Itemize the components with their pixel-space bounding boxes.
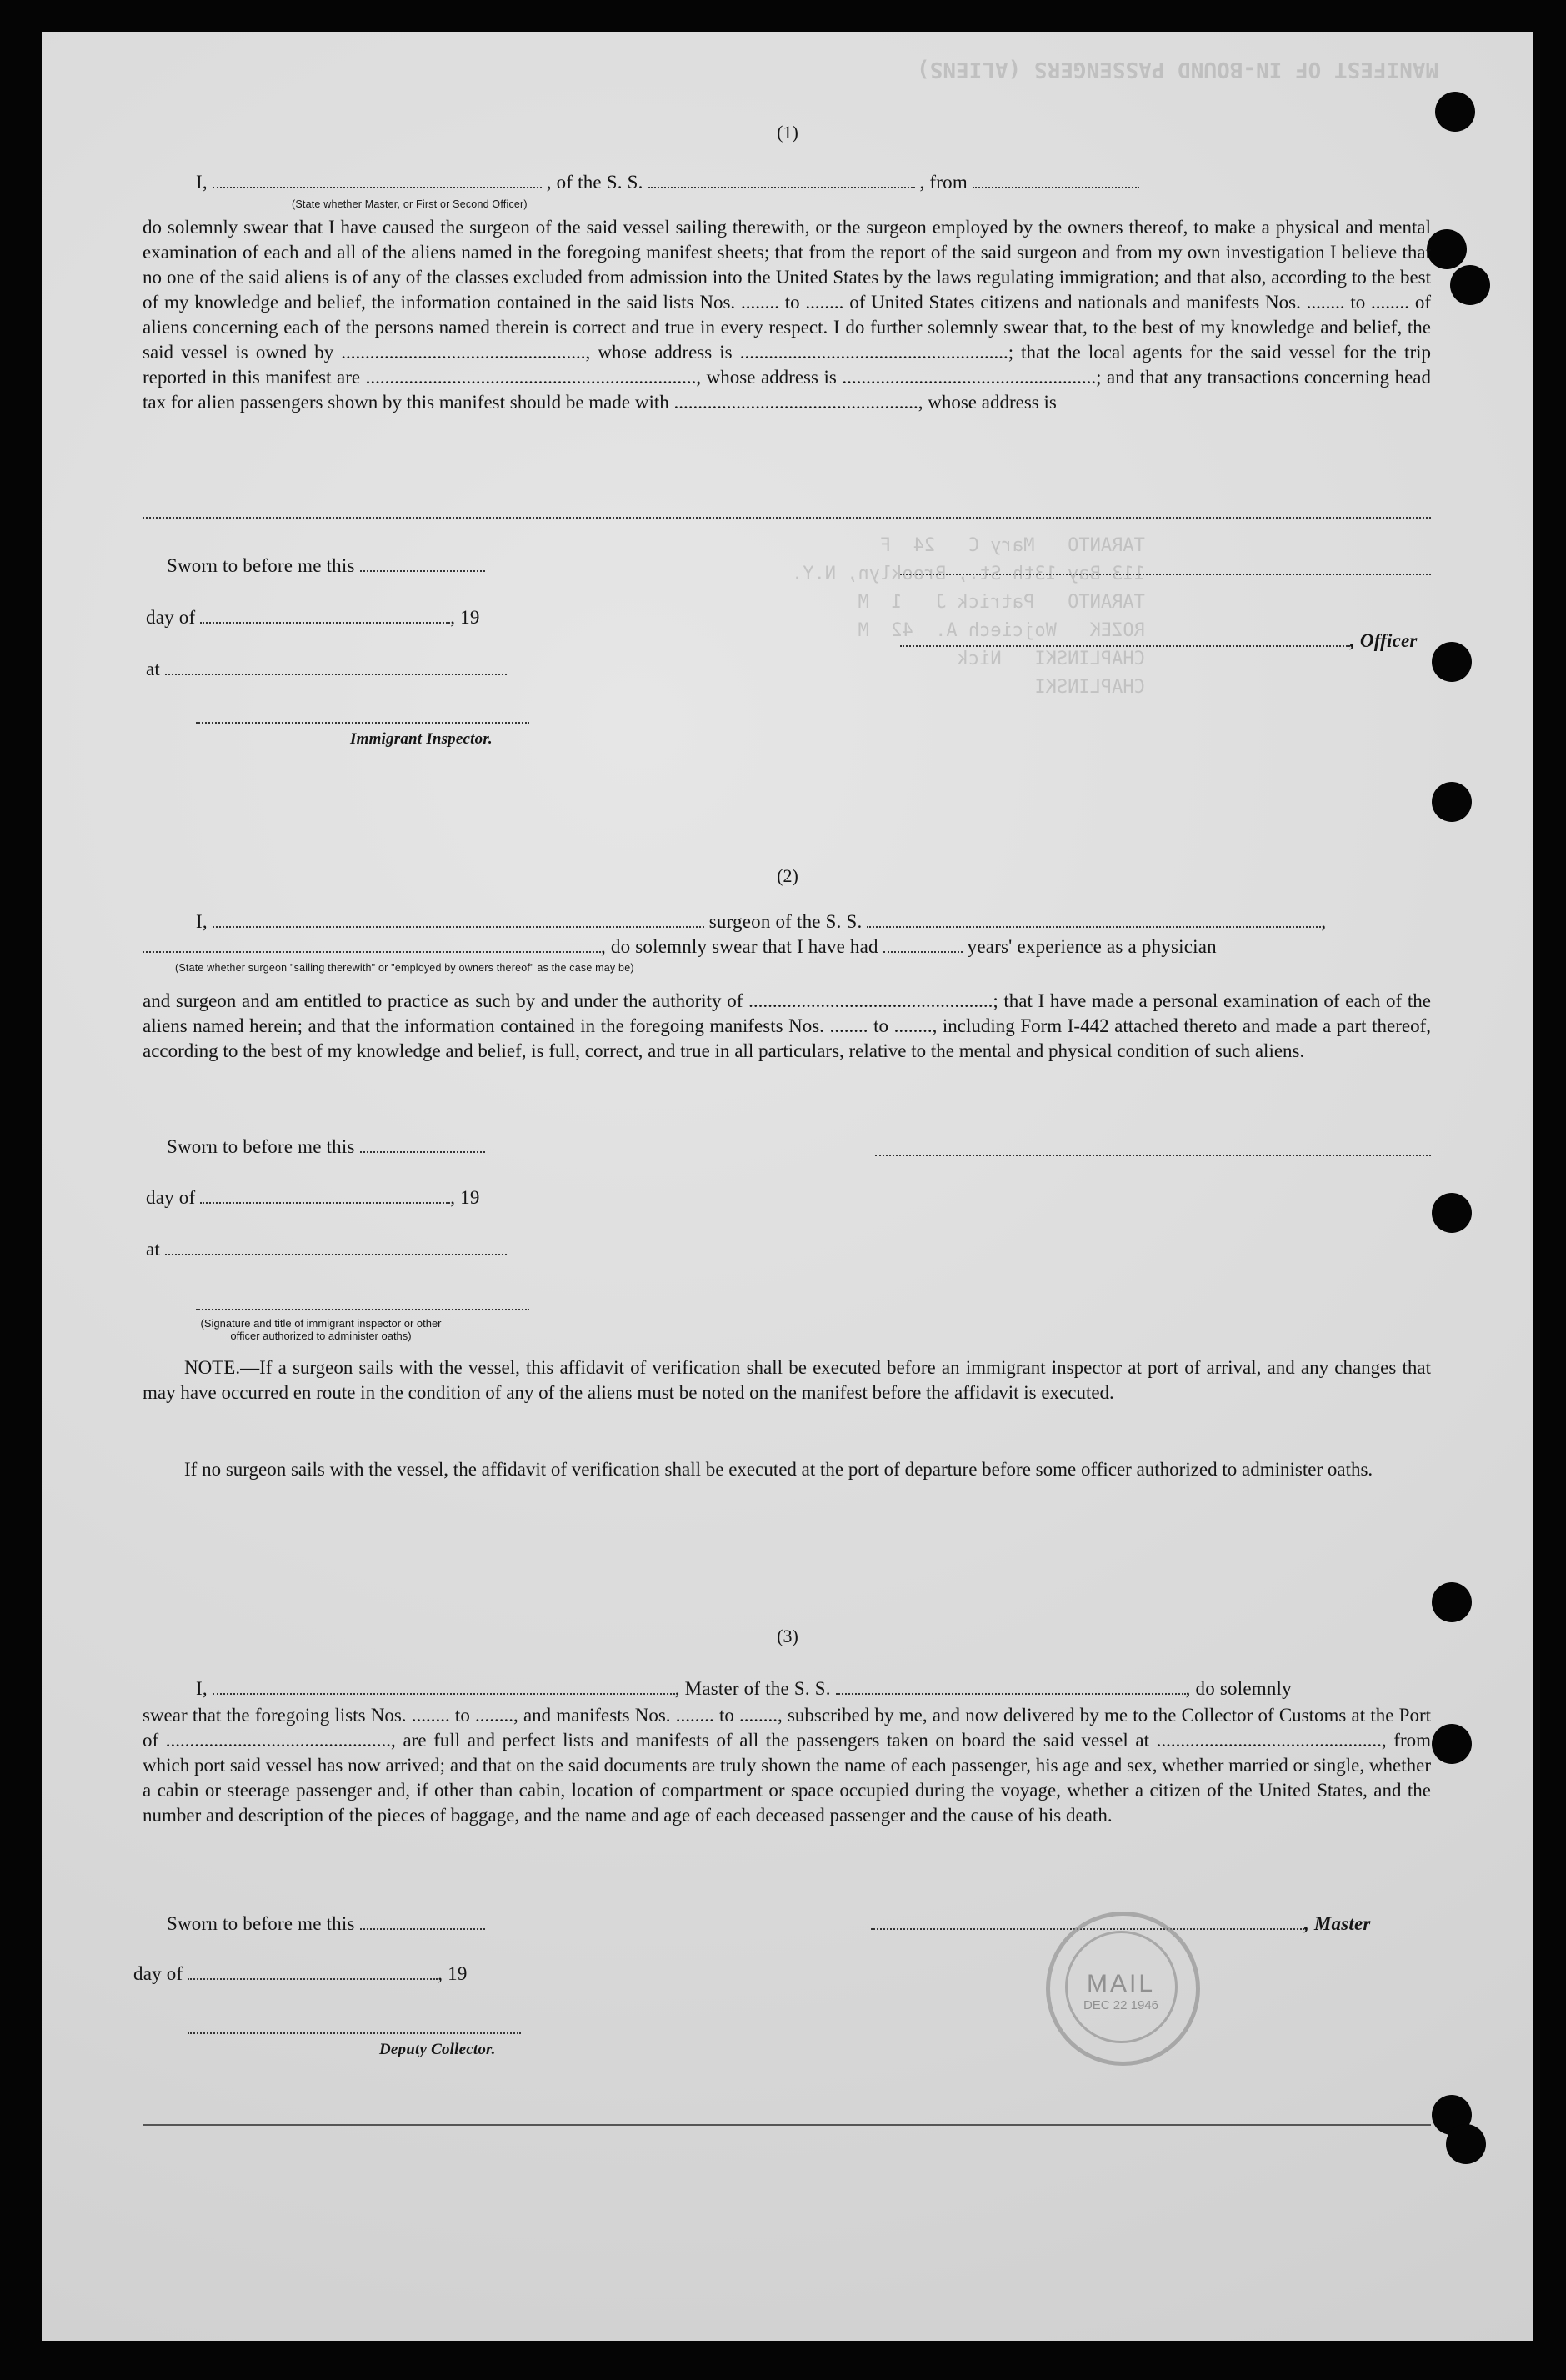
section-3-day-of: day of , 19 [133,1963,468,1984]
manifest-verification-page [42,32,1533,2341]
section-3-line-1: I, , Master of the S. S. , do solemnly [196,1678,1292,1699]
section-1-caption: (State whether Master, or First or Second Officer) [292,198,528,210]
punch-hole [1432,642,1472,682]
section-1-inspector-caption: Immigrant Inspector. [350,730,493,748]
section-2-signature-line [875,1155,1431,1156]
section-1-sworn: Sworn to before me this [167,555,485,577]
section-2-number: (2) [777,865,798,886]
section-3-number: (3) [777,1626,798,1646]
punch-hole [1432,1582,1472,1622]
punch-hole [1432,1724,1472,1764]
section-1-line-1: I, , of the S. S. , from [196,172,1139,193]
section-2-oath-text: and surgeon and am entitled to practice as such by and under the authority of ...................................................; that I have made a personal examination of each of the aliens named herein; and that the information contained in the foregoing manifests Nos. ........ to ........, including Form I-442 attached thereto and made a part thereof, according to the best of my knowledge and belief, is full, correct, and true in all particulars, relative to the mental and physical condition of such aliens. [143,990,1431,1061]
section-3-deputy-caption: Deputy Collector. [379,2041,496,2058]
section-1-inspector-line [196,722,529,724]
section-1-oath-text: do solemnly swear that I have caused the surgeon of the said vessel sailing therewith, or the surgeon employed by the owners thereof, to make a physical and mental examination of each and all of the aliens named in the foregoing manifest sheets; that from the report of the said surgeon and from my own investigation I believe that no one of the said aliens is of any of the classes excluded from admission into the United States by the laws regulating immigration; and that also, according to the best of my knowledge and belief, the information contained in the said lists Nos. ........ to ........ of United States citizens and nationals and manifests Nos. ........ to ........ of aliens concerning each of the persons named therein is correct and true in every respect. I do further solemnly swear that, to the best of my knowledge and belief, the said vessel is owned by ..................................................., whose address is ........................................................; that the local agents for the said vessel for the trip reported in this manifest are ....................................................................., whose address is .....................................................; and that any transactions concerning head tax for alien passengers shown by this manifest should be made with ..................................................., whose address is [143,217,1431,413]
section-3-deputy-line [188,2032,521,2034]
section-2-sworn: Sworn to before me this [167,1136,485,1158]
bleed-through-header: MANIFEST OF IN-BOUND PASSENGERS (ALIENS) [917,57,1439,82]
section-2-note-1: NOTE.—If a surgeon sails with the vessel, this affidavit of verification shall be executed before an immigrant inspector at port of arrival, and any changes that may have occurred en route in the condition of any of the aliens must be noted on the manifest before the affidavit is executed. [143,1357,1431,1403]
section-2-line-1: I, surgeon of the S. S. , [196,911,1327,932]
section-2-signature-caption: (Signature and title of immigrant inspector or other officer authorized to administer oaths) [200,1317,442,1342]
bottom-rule [143,2124,1431,2126]
section-3-oath-text: swear that the foregoing lists Nos. ........ to ........, and manifests Nos. ........ to ........, subscribed by me, and now delivered by me to the Collector of Customs at the Port of ..............................................., are full and perfect lists and manifests of all the passengers taken on board the said vessel at ..............................................., from which port said vessel has now arrived; and that on the said documents are truly shown the name of each passenger, his age and sex, whether married or single, whether a cabin or steerage passenger and, if other than cabin, location of compartment or space occupied during the voyage, whether a citizen of the United States, and the number and description of the pieces of baggage, and the name and age of each deceased passenger and the cause of his death. [143,1705,1431,1826]
section-1-blank-line [143,517,1431,519]
punch-hole [1450,265,1490,305]
section-2-at: at [146,1239,507,1260]
section-1-day-of: day of , 19 [146,607,480,628]
section-3-master: , Master [871,1913,1371,1935]
bleed-through-rows: TARANTO Mary C 24 F 113 Bay 13th St., Brooklyn, N.Y. TARANTO Patrick J 1 M ROZEK Wojciech A. 42 M CHAPLINSKI Nick CHAPLINSKI [792,535,1145,698]
section-1-at: at [146,659,507,680]
section-1-signature-line [900,574,1431,575]
section-2-note-2: If no surgeon sails with the vessel, the affidavit of verification shall be executed at the port of departure before some officer authorized to administer oaths. [184,1459,1373,1480]
section-2-caption: (State whether surgeon "sailing therewith" or "employed by owners thereof" as the case may be) [175,962,634,974]
section-1-number: (1) [777,122,798,143]
mail-postmark-text: MAIL DEC 22 1946 [1083,1970,1159,2012]
section-1-officer: , Officer [900,630,1418,652]
punch-hole [1432,1193,1472,1233]
punch-hole [1427,229,1467,269]
punch-hole [1432,782,1472,822]
section-2-line-2: , do solemnly swear that I have had years' experience as a physician [143,936,1217,958]
punch-hole [1446,2124,1486,2164]
section-2-day-of: day of , 19 [146,1187,480,1208]
section-2-inspector-line [196,1309,529,1310]
section-3-sworn: Sworn to before me this [167,1913,485,1935]
